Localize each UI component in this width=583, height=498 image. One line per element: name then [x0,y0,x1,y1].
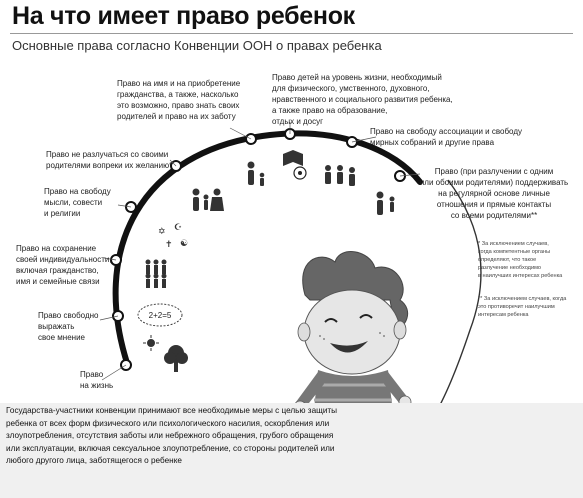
contact-family-icon [377,192,395,216]
speech-bubble-icon [138,304,182,326]
right-contact-label: Право (при разлучении с одним или обоими родителями) поддерживать на регулярной основе личные отношения и прямые контакты со всеми родителями** [419,167,569,220]
boy-head [304,290,400,374]
page-title: На что имеет право ребенок [12,2,355,30]
family-icon [193,189,225,212]
page-subtitle: Основные права согласно Конвенции ООН о правах ребенка [12,38,382,53]
ball-icon [294,167,306,179]
right-identity-label: Право на сохранение своей индивидуальности, включая гражданство, имя и семейные связи [16,244,112,286]
sun-icon [143,335,159,351]
right-no-separation-label: Право не разлучаться со своими родителями вопреки их желанию* [46,150,173,170]
assembly-icon [325,165,355,186]
svg-text:✝: ✝ [165,240,173,250]
svg-text:☯: ☯ [180,239,189,249]
footnote-second: ** За исключением случаев, когда это противоречит наилучшим интересам ребенка [478,296,567,318]
bottom-panel [0,403,583,498]
parent-child-icon [248,162,265,187]
tree-icon [164,345,188,372]
people-group-icon [146,260,167,289]
religion-symbols-icon [158,223,188,250]
svg-text:✡: ✡ [158,227,166,237]
svg-text:☪: ☪ [174,223,183,233]
right-name-label: Право на имя и на приобретение гражданства, а также, насколько это возможно, право знать своих родителей и право на их заботу [117,79,241,121]
right-living-label: Право детей на уровень жизни, необходимый для физического, умственного, духовного, нравственного и социального развития ребенка, а также право на образование, отдых и досуг [272,73,453,126]
right-opinion-label: Право свободно выражать свое мнение [38,311,99,342]
right-association-label: Право на свободу ассоциации и свободу мирных собраний и другие права [370,127,522,147]
right-thought-label: Право на свободу мысли, совести и религии [44,187,111,218]
bottom-text: Государства-участники конвенции принимают все необходимые меры с целью защиты ребенка от всех форм физического или психологического насилия, оскорбления или злоупотребления, отсутствия заботы или небрежного обращения, грубого обращения или эксплуатации, включая сексуальное злоупотребление, со стороны родителей или любого другого лица, заботящегося о ребенке [6,406,338,466]
footnote-first: * За исключением случаев, когда компетентные органы определяют, что такое разлучение необходимо в наилучших интересах ребенка [478,241,563,279]
speech-bubble-text: 2+2=5 [148,311,172,320]
right-life-label: Право на жизнь [80,370,114,390]
book-icon [283,150,303,166]
